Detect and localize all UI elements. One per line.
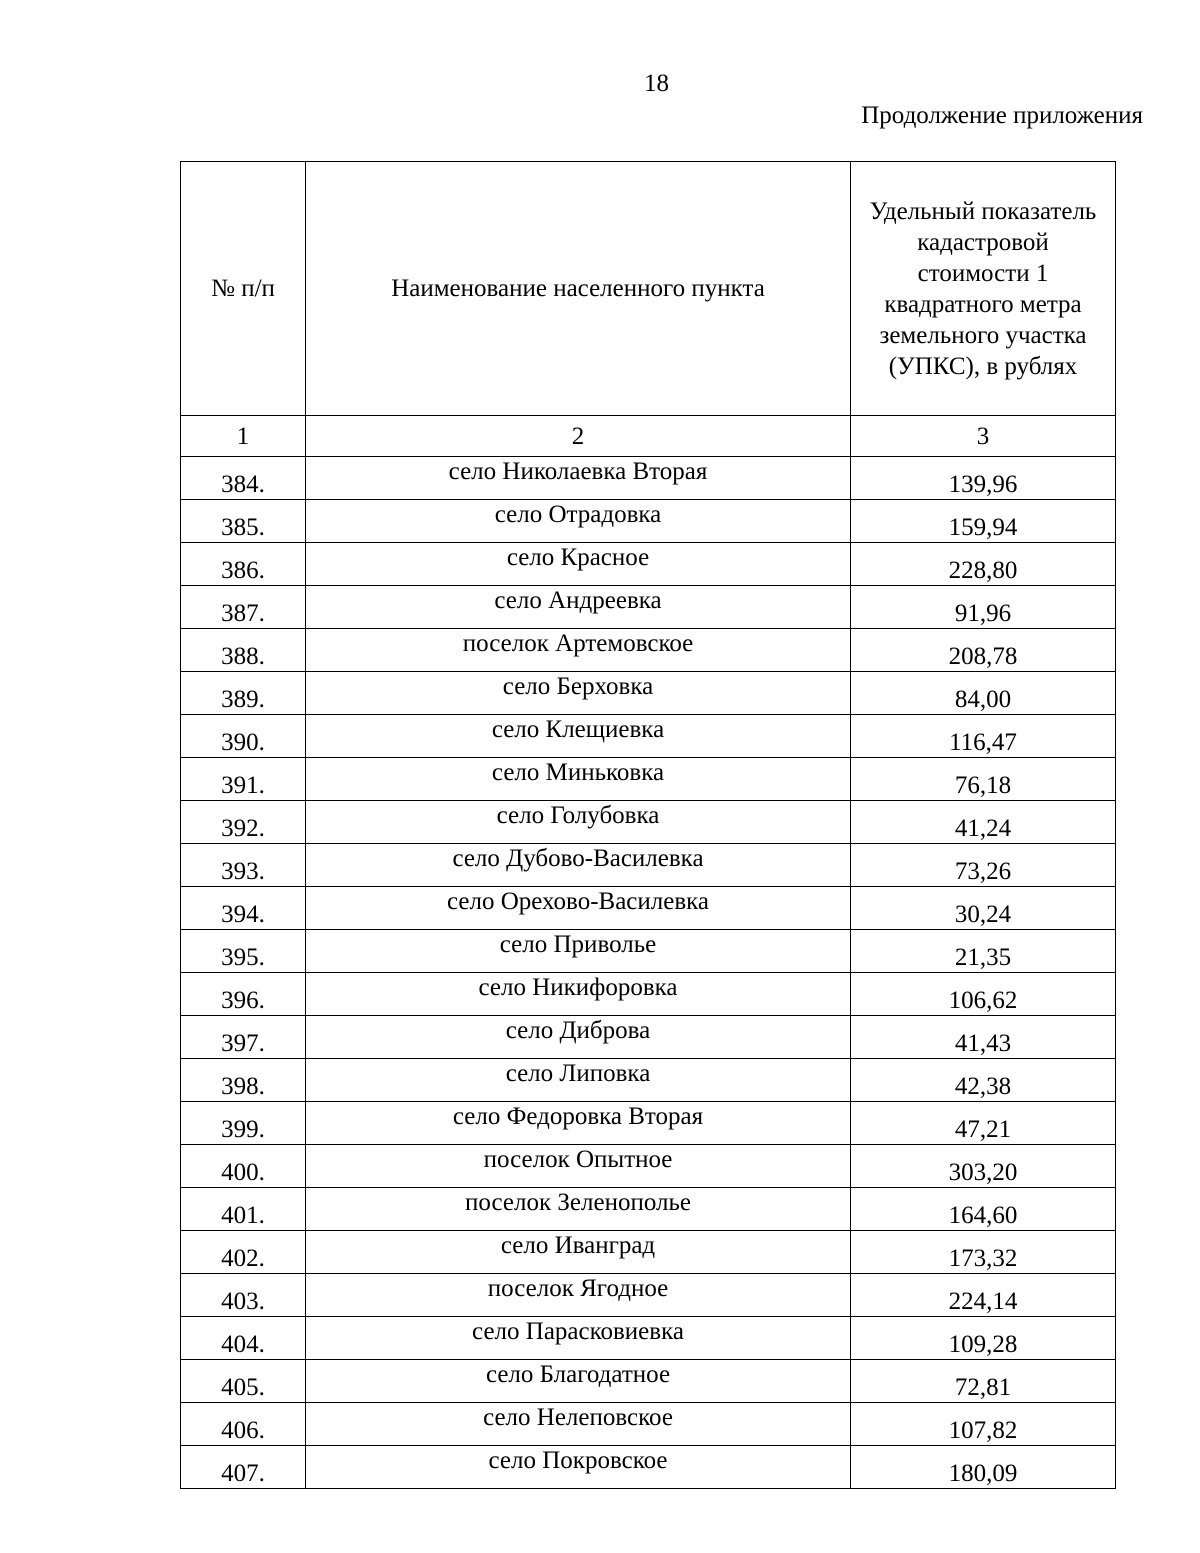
settlement-name: село Отрадовка xyxy=(306,500,851,543)
upks-value: 73,26 xyxy=(851,844,1116,887)
upks-value: 224,14 xyxy=(851,1274,1116,1317)
column-number-3: 3 xyxy=(851,416,1116,457)
settlement-name: село Дубово-Василевка xyxy=(306,844,851,887)
upks-value: 106,62 xyxy=(851,973,1116,1016)
table-row xyxy=(181,543,1116,586)
table-row xyxy=(181,801,1116,844)
settlement-name: село Нелеповское xyxy=(306,1403,851,1446)
upks-value: 42,38 xyxy=(851,1059,1116,1102)
upks-value: 41,43 xyxy=(851,1016,1116,1059)
settlement-name: село Миньковка xyxy=(306,758,851,801)
upks-value: 208,78 xyxy=(851,629,1116,672)
row-number: 404. xyxy=(181,1317,306,1360)
upks-value: 72,81 xyxy=(851,1360,1116,1403)
upks-value: 139,96 xyxy=(851,457,1116,500)
row-number: 400. xyxy=(181,1145,306,1188)
settlement-name: село Покровское xyxy=(306,1446,851,1489)
table-row xyxy=(181,1360,1116,1403)
settlement-name: село Парасковиевка xyxy=(306,1317,851,1360)
table-row xyxy=(181,1016,1116,1059)
settlement-name: село Приволье xyxy=(306,930,851,973)
upks-value: 173,32 xyxy=(851,1231,1116,1274)
row-number: 394. xyxy=(181,887,306,930)
settlement-name: поселок Зеленополье xyxy=(306,1188,851,1231)
upks-value: 116,47 xyxy=(851,715,1116,758)
row-number: 397. xyxy=(181,1016,306,1059)
row-number: 393. xyxy=(181,844,306,887)
row-number: 398. xyxy=(181,1059,306,1102)
row-number: 390. xyxy=(181,715,306,758)
table-row xyxy=(181,1188,1116,1231)
settlement-name: село Николаевка Вторая xyxy=(306,457,851,500)
row-number: 391. xyxy=(181,758,306,801)
row-number: 384. xyxy=(181,457,306,500)
row-number: 401. xyxy=(181,1188,306,1231)
upks-value: 21,35 xyxy=(851,930,1116,973)
column-header-number: № п/п xyxy=(181,162,306,416)
column-number-2: 2 xyxy=(306,416,851,457)
continuation-label: Продолжение приложения xyxy=(861,102,1143,129)
settlement-name: село Липовка xyxy=(306,1059,851,1102)
upks-value: 164,60 xyxy=(851,1188,1116,1231)
settlement-name: село Орехово-Василевка xyxy=(306,887,851,930)
upks-value: 41,24 xyxy=(851,801,1116,844)
table-body xyxy=(181,162,1116,1489)
settlement-name: поселок Опытное xyxy=(306,1145,851,1188)
upks-value: 84,00 xyxy=(851,672,1116,715)
settlement-name: село Ивангpад xyxy=(306,1231,851,1274)
table-row xyxy=(181,1403,1116,1446)
table-row xyxy=(181,457,1116,500)
row-number: 402. xyxy=(181,1231,306,1274)
upks-value: 159,94 xyxy=(851,500,1116,543)
settlement-name: село Андреевка xyxy=(306,586,851,629)
row-number: 385. xyxy=(181,500,306,543)
table-row xyxy=(181,1274,1116,1317)
settlement-name: село Берховка xyxy=(306,672,851,715)
table-header-row xyxy=(181,162,1116,416)
row-number: 405. xyxy=(181,1360,306,1403)
table-row xyxy=(181,758,1116,801)
row-number: 399. xyxy=(181,1102,306,1145)
upks-value: 47,21 xyxy=(851,1102,1116,1145)
upks-value: 303,20 xyxy=(851,1145,1116,1188)
settlement-name: поселок Ягодное xyxy=(306,1274,851,1317)
table-row xyxy=(181,1102,1116,1145)
row-number: 389. xyxy=(181,672,306,715)
settlement-name: село Красное xyxy=(306,543,851,586)
table-row xyxy=(181,1059,1116,1102)
upks-value: 228,80 xyxy=(851,543,1116,586)
table-row xyxy=(181,629,1116,672)
table-row xyxy=(181,586,1116,629)
table-row xyxy=(181,844,1116,887)
row-number: 387. xyxy=(181,586,306,629)
table-row xyxy=(181,1446,1116,1489)
table-row xyxy=(181,973,1116,1016)
upks-value: 180,09 xyxy=(851,1446,1116,1489)
settlement-name: село Федоровка Вторая xyxy=(306,1102,851,1145)
settlement-name: село Клещиевка xyxy=(306,715,851,758)
upks-table xyxy=(180,161,1116,1489)
row-number: 388. xyxy=(181,629,306,672)
settlement-name: село Благодатное xyxy=(306,1360,851,1403)
row-number: 403. xyxy=(181,1274,306,1317)
table-row xyxy=(181,715,1116,758)
upks-value: 107,82 xyxy=(851,1403,1116,1446)
settlement-name: село Голубовка xyxy=(306,801,851,844)
row-number: 386. xyxy=(181,543,306,586)
table-row xyxy=(181,672,1116,715)
table-row xyxy=(181,1145,1116,1188)
settlement-name: поселок Артемовское xyxy=(306,629,851,672)
settlement-name: село Никифоровка xyxy=(306,973,851,1016)
table-row xyxy=(181,887,1116,930)
upks-value: 109,28 xyxy=(851,1317,1116,1360)
row-number: 406. xyxy=(181,1403,306,1446)
table-row xyxy=(181,930,1116,973)
upks-value: 30,24 xyxy=(851,887,1116,930)
upks-value: 76,18 xyxy=(851,758,1116,801)
column-numbers-row xyxy=(181,416,1116,457)
upks-value: 91,96 xyxy=(851,586,1116,629)
settlement-name: село Диброва xyxy=(306,1016,851,1059)
column-header-upks: Удельный показатель кадастровой стоимости 1 квадратного метра земельного участка (УПКС), в рублях xyxy=(851,162,1116,416)
column-number-1: 1 xyxy=(181,416,306,457)
page-number: 18 xyxy=(644,70,669,97)
table-row xyxy=(181,1231,1116,1274)
row-number: 392. xyxy=(181,801,306,844)
row-number: 407. xyxy=(181,1446,306,1489)
table-row xyxy=(181,500,1116,543)
column-header-name: Наименование населенного пункта xyxy=(306,162,851,416)
table-row xyxy=(181,1317,1116,1360)
row-number: 395. xyxy=(181,930,306,973)
row-number: 396. xyxy=(181,973,306,1016)
